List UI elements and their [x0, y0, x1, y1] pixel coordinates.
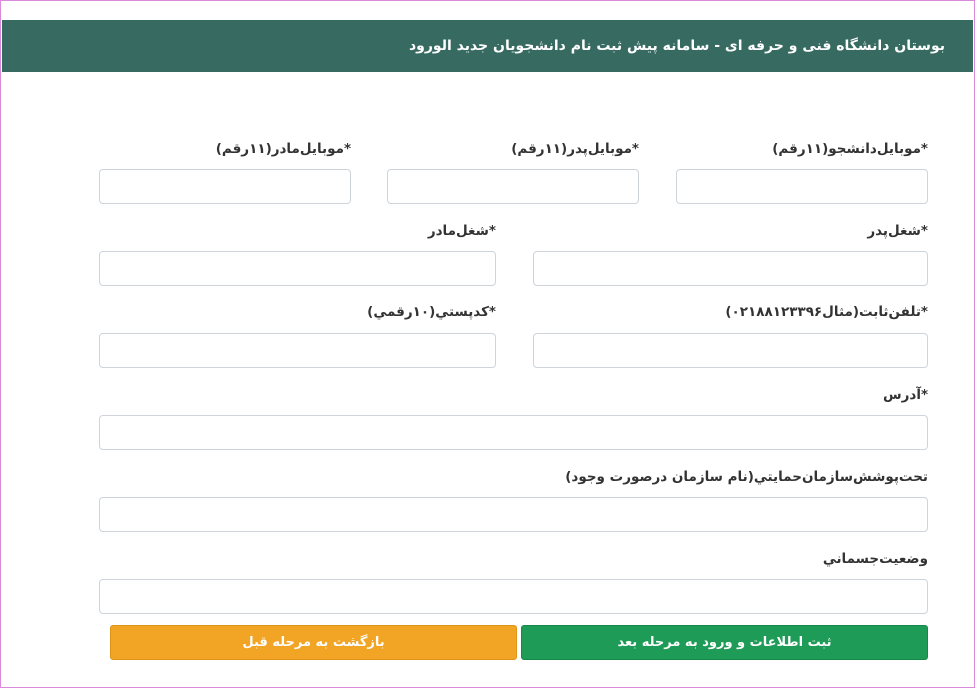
mother-job-label: *شغل‌مادر — [427, 223, 496, 239]
support-org-input[interactable] — [99, 497, 928, 532]
father-mobile-label: *موبایل‌پدر(۱۱رقم) — [511, 141, 639, 157]
father-job-label: *شغل‌پدر — [867, 223, 928, 239]
landline-label: *تلفن‌ثابت(مثال۰۲۱۸۸۱۲۳۳۹۶) — [725, 304, 928, 320]
landline-input[interactable] — [533, 333, 928, 368]
page-title: بوستان دانشگاه فنی و حرفه ای - سامانه پیش ثبت نام دانشجویان جدید الورود — [408, 38, 945, 54]
submit-next-button[interactable]: ثبت اطلاعات و ورود به مرحله بعد — [521, 625, 928, 660]
address-input[interactable] — [99, 415, 928, 450]
father-job-input[interactable] — [533, 251, 928, 286]
student-mobile-input[interactable] — [676, 169, 928, 204]
physical-condition-input[interactable] — [99, 579, 928, 614]
mother-job-input[interactable] — [99, 251, 496, 286]
back-button[interactable]: بازگشت به مرحله قبل — [110, 625, 517, 660]
address-label: *آدرس — [882, 387, 928, 403]
support-org-label: تحت‌پوشش‌سازمان‌حمایتي(نام سازمان درصورت وجود) — [565, 469, 928, 485]
physical-condition-label: وضعیت‌جسماني — [822, 551, 928, 567]
mother-mobile-input[interactable] — [99, 169, 351, 204]
student-mobile-label: *موبایل‌دانشجو(۱۱رقم) — [772, 141, 928, 157]
mother-mobile-label: *موبایل‌مادر(۱۱رقم) — [215, 141, 351, 157]
postal-code-input[interactable] — [99, 333, 496, 368]
father-mobile-input[interactable] — [387, 169, 639, 204]
postal-code-label: *کدپستي(۱۰رقمي) — [367, 304, 496, 320]
page-header — [2, 20, 973, 72]
